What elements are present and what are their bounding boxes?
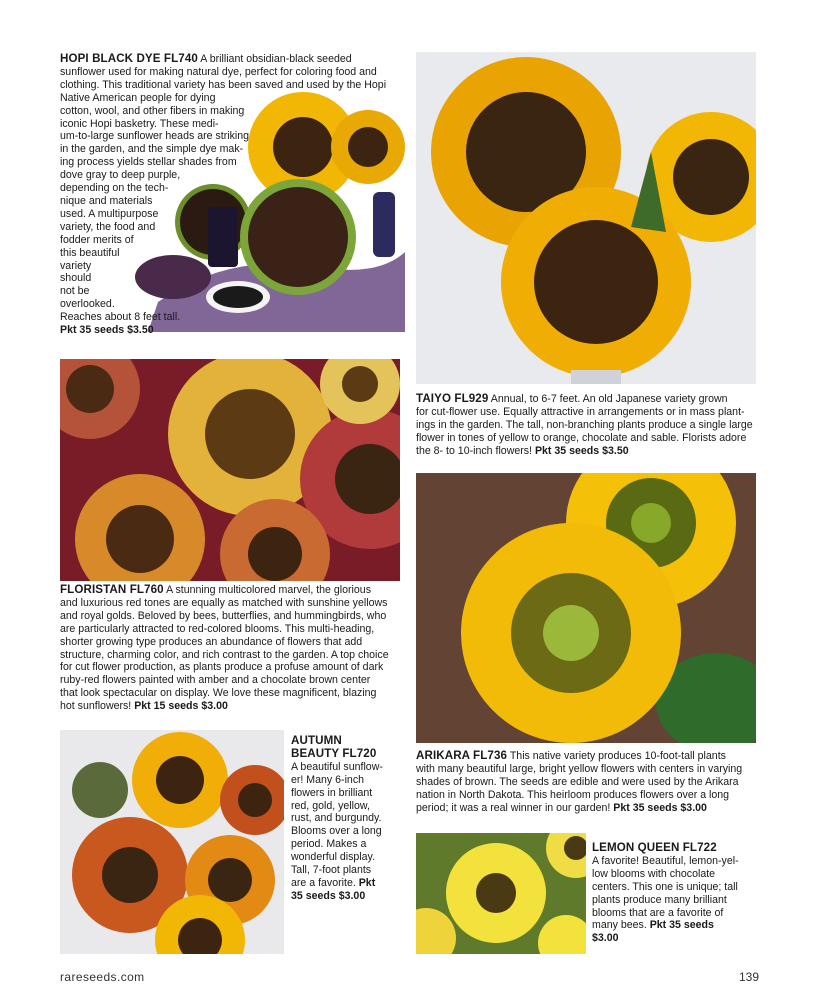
taiyo-line-3: flower in tones of yellow to orange, chocolate and sable. Florists adore xyxy=(416,431,747,444)
arikara-description xyxy=(416,750,761,815)
lemon-line-2: centers. This one is unique; tall xyxy=(592,880,738,893)
floristan-line-4: shorter growing type produces an abundance of flowers that add xyxy=(60,635,363,648)
lemon-queen-title: LEMON QUEEN FL722 xyxy=(592,841,717,854)
lemon-line-5: many bees. Pkt 35 seeds xyxy=(592,919,714,932)
floristan-price: Pkt 15 seeds $3.00 xyxy=(134,700,228,713)
floristan-title: FLORISTAN FL760 xyxy=(60,583,164,596)
floristan-line-3: are particularly attracted to red-colored blooms. This multi-heading, xyxy=(60,622,375,635)
hopi-line-9: dove gray to deep purple, xyxy=(60,169,181,182)
hopi-line-20: Reaches about 8 feet tall. xyxy=(60,311,181,324)
hopi-line-12: used. A multipurpose xyxy=(60,207,159,220)
floristan-line-2: and royal golds. Beloved by bees, butterflies, and hummingbirds, who xyxy=(60,609,387,622)
lemon-line-3: plants produce many brilliant xyxy=(592,893,727,906)
floristan-line-0: FLORISTAN FL760 A stunning multicolored marvel, the glorious xyxy=(60,583,371,596)
autumn-line-1: er! Many 6-inch xyxy=(291,773,365,786)
autumn-line-3: red, gold, yellow, xyxy=(291,799,370,812)
autumn-line-5: Blooms over a long xyxy=(291,825,382,838)
lemon-queen-description xyxy=(592,842,762,945)
hopi-line-4: cotton, wool, and other fibers in making xyxy=(60,104,245,117)
taiyo-photo xyxy=(416,52,756,384)
taiyo-description xyxy=(416,393,761,458)
floristan-line-5: structure, charming color, and rich contrast to the garden. A top choice xyxy=(60,648,389,661)
floristan-line-1: and luxurious red tones are equally as matched with sunshine yellows xyxy=(60,596,388,609)
hopi-line-3: Native American people for dying xyxy=(60,91,216,104)
arikara-line-3: nation in North Dakota. This heirloom produces flowers over a long xyxy=(416,788,730,801)
floristan-description xyxy=(60,584,405,713)
hopi-line-11: nique and materials xyxy=(60,194,153,207)
hopi-line-19: overlooked. xyxy=(60,298,115,311)
autumn-beauty-title-line-0: AUTUMN xyxy=(291,734,342,747)
autumn-beauty-title-line-1: BEAUTY FL720 xyxy=(291,746,377,760)
taiyo-title: TAIYO FL929 xyxy=(416,392,489,405)
lemon-price-part-1: $3.00 xyxy=(592,932,619,945)
hopi-line-10: depending on the tech- xyxy=(60,182,169,195)
autumn-beauty-photo xyxy=(60,730,284,954)
page-number: 139 xyxy=(739,970,760,984)
taiyo-price: Pkt 35 seeds $3.50 xyxy=(534,444,629,457)
autumn-price-part-1: 35 seeds $3.00 xyxy=(291,889,366,902)
hopi-line-14: fodder merits of xyxy=(60,233,134,246)
floristan-line-6: for cut flower production, as plants produce a profuse amount of dark xyxy=(60,661,384,674)
arikara-line-2: shades of brown. The seeds are edible and were used by the Arikara xyxy=(416,775,739,788)
autumn-line-4: rust, and burgundy. xyxy=(291,812,382,825)
hopi-line-1: sunflower used for making natural dye, perfect for coloring food and xyxy=(60,65,377,78)
autumn-price-part-0: Pkt xyxy=(358,876,376,889)
lemon-queen-photo xyxy=(416,833,586,954)
autumn-line-8: Tall, 7-foot plants xyxy=(291,864,372,877)
footer-website: rareseeds.com xyxy=(60,970,145,984)
autumn-line-7: wonderful display. xyxy=(291,851,376,864)
arikara-line-1: with many beautiful large, bright yellow flowers with centers in varying xyxy=(416,762,743,775)
arikara-price: Pkt 35 seeds $3.00 xyxy=(613,801,707,814)
lemon-line-4: blooms that are a favorite of xyxy=(592,906,724,919)
autumn-line-2: flowers in brilliant xyxy=(291,786,373,799)
arikara-line-4: period; it was a real winner in our garden! Pkt 35 seeds $3.00 xyxy=(416,801,707,814)
taiyo-line-1: for cut-flower use. Equally attractive in arrangements or in mass plant- xyxy=(416,405,745,418)
lemon-price-part-0: Pkt 35 seeds xyxy=(649,919,714,932)
autumn-line-6: period. Makes a xyxy=(291,838,367,851)
hopi-line-8: ing process yields stellar shades from xyxy=(60,156,237,169)
hopi-line-7: in the garden, and the simple dye mak- xyxy=(60,143,244,156)
hopi-line-5: iconic Hopi basketry. These medi- xyxy=(60,117,219,130)
hopi-line-16: variety xyxy=(60,259,92,272)
hopi-line-17: should xyxy=(60,272,92,285)
autumn-line-0: A beautiful sunflow- xyxy=(291,760,383,773)
arikara-title: ARIKARA FL736 xyxy=(416,749,508,762)
hopi-description xyxy=(60,53,405,337)
hopi-line-2: clothing. This traditional variety has been saved and used by the Hopi xyxy=(60,78,387,91)
hopi-line-6: um-to-large sunflower heads are striking xyxy=(60,130,250,143)
hopi-line-13: variety, the food and xyxy=(60,220,156,233)
arikara-line-0: ARIKARA FL736 This native variety produces 10-foot-tall plants xyxy=(416,749,726,762)
floristan-photo xyxy=(60,359,400,581)
floristan-line-8: that look spectacular on display. We love these magnificent, blazing xyxy=(60,687,377,700)
taiyo-line-2: ings in the garden. The tall, non-branching plants produce a single large xyxy=(416,418,753,431)
floristan-line-9: hot sunflowers! Pkt 15 seeds $3.00 xyxy=(60,700,228,713)
hopi-price: Pkt 35 seeds $3.50 xyxy=(60,324,154,337)
hopi-line-0: HOPI BLACK DYE FL740 A brilliant obsidian-black seeded xyxy=(60,52,352,65)
hopi-line-18: not be xyxy=(60,285,90,298)
hopi-title: HOPI BLACK DYE FL740 xyxy=(60,52,198,65)
autumn-beauty-description xyxy=(291,735,406,903)
lemon-line-1: low blooms with chocolate xyxy=(592,867,716,880)
taiyo-line-0: TAIYO FL929 Annual, to 6-7 feet. An old Japanese variety grown xyxy=(416,392,728,405)
hopi-line-15: this beautiful xyxy=(60,246,120,259)
floristan-line-7: ruby-red flowers painted with amber and a chocolate brown center xyxy=(60,674,371,687)
lemon-line-0: A favorite! Beautiful, lemon-yel- xyxy=(592,854,739,867)
taiyo-line-4: the 8- to 10-inch flowers! Pkt 35 seeds $3.50 xyxy=(416,444,629,457)
autumn-line-9: are a favorite. Pkt xyxy=(291,876,376,889)
arikara-photo xyxy=(416,473,756,743)
